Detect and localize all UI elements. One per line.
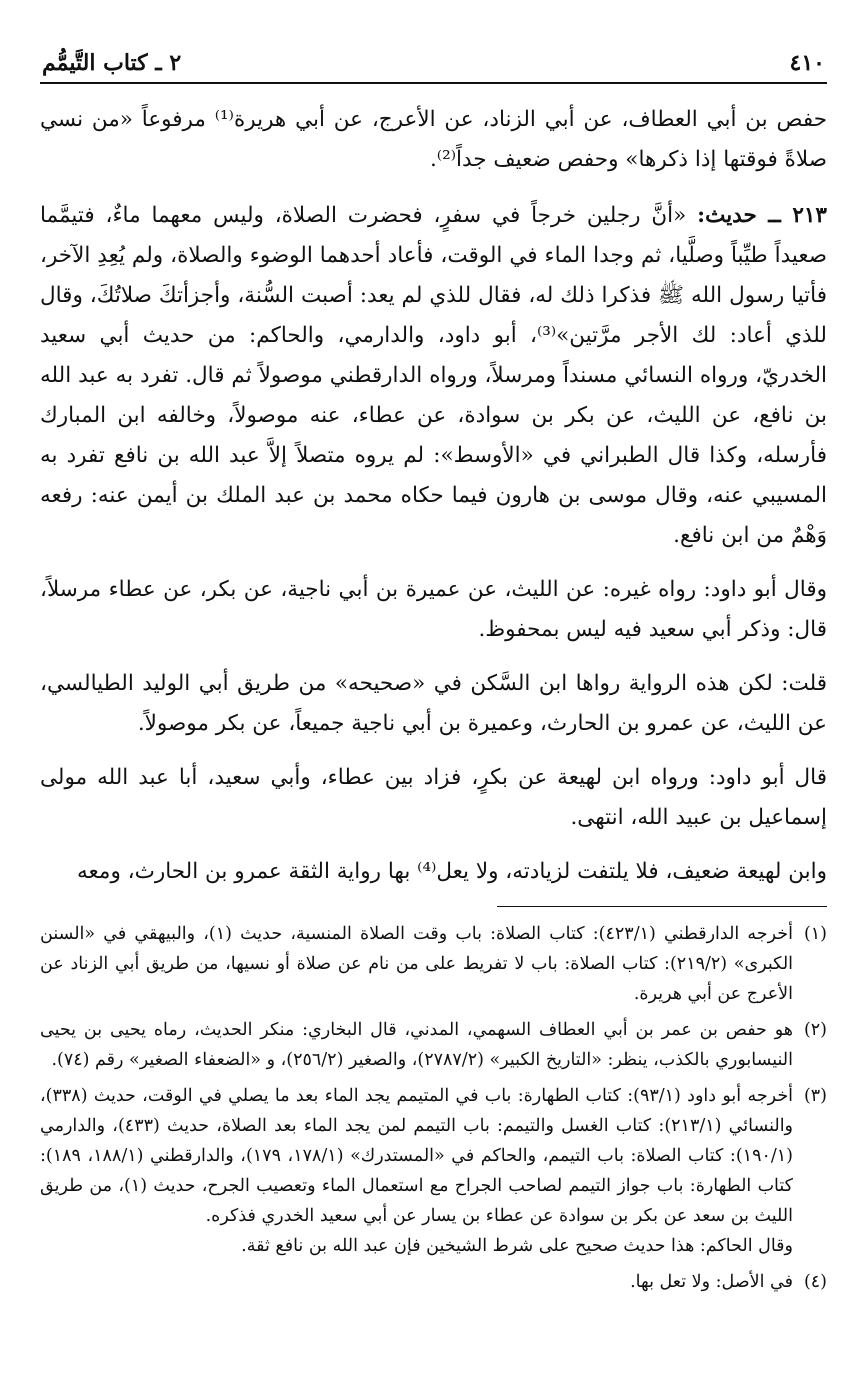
intro-paragraph: حفص بن أبي العطاف، عن أبي الزناد، عن الأعرج، عن أبي هريرة⁽¹⁾ مرفوعاً «من نسي صلاةً فوقتها إذا ذكرها» وحفص ضعيف جداً⁽²⁾. [40,107,827,172]
footnote [40,1267,827,1297]
footnote-body [40,1081,793,1261]
footnote [40,1081,827,1261]
footnote-rule [497,906,827,907]
hadith-text: «أنَّ رجلين خرجاً في سفرٍ، فحضرت الصلاة، وليس معهما ماءٌ، فتيمَّما صعيداً طيِّباً وصلَّيا، ثم وجدا الماء في الوقت، فأعاد أحدهما الوضوء والصلاة، ولم يُعِدِ الآخر، فأتيا رسول الله ﷺ فذكرا ذلك له، فقال للذي لم يعد: أصبت السُّنة، وأجزأتكَ صلاتُكَ، وقال للذي أعاد: لك الأجر مرَّتين»⁽³⁾، أبو داود، والدارمي، والحاكم: من حديث أبي سعيد الخدريّ، ورواه النسائي مسنداً ومرسلاً، ورواه الدارقطني موصولاً ثم قال. تفرد به عبد الله بن نافع، عن الليث، عن بكر بن سوادة، عن عطاء، عنه موصولاً، وخالفه ابن المبارك فأرسله، وكذا قال الطبراني في «الأوسط»: لم يروه متصلاً إلاَّ عبد الله بن نافع تفرد به المسيبي عنه، وقال موسى بن هارون فيما حكاه محمد بن عبد الملك بن أيمن عنه: رفعه وَهْمٌ من ابن نافع. [40,203,827,548]
hadith-number: ٢١٣ ــ حديث: [697,203,827,228]
footnote-text: أخرجه الدارقطني (٤٢٣/١): كتاب الصلاة: باب وقت الصلاة المنسية، حديث (١)، والبيهقي في «السنن الكبرى» (٢١٩/٢): كتاب الصلاة: باب لا تفريط على من نام عن صلاة أو نسيها، من طريق أبي الزناد عن الأعرج عن أبي هريرة. [40,924,794,1004]
chapter-title: ٢ ـ كتاب التَّيمُّم [42,50,182,76]
footnote-number: (١) [803,924,827,944]
footnote-extra: وقال الحاكم: هذا حديث صحيح على شرط الشيخين فإن عبد الله بن نافع ثقة. [241,1236,793,1256]
footnote-number: (٤) [803,1272,827,1292]
closing-paragraph: وابن لهيعة ضعيف، فلا يلتفت لزيادته، ولا يعل⁽⁴⁾ بها رواية الثقة عمرو بن الحارث، ومعه [77,859,827,884]
footnotes [40,919,827,1297]
footnote [40,1015,827,1075]
footnote-text: هو حفص بن عمر بن أبي العطاف السهمي، المدني، قال البخاري: منكر الحديث، رماه يحيى بن يحيى النيسابوري بالكذب، ينظر: «التاريخ الكبير» (٢٧٨٧/٢)، والصغير (٢٥٦/٢)، و «الضعفاء الصغير» رقم (٧٤). [40,1020,793,1070]
abu-dawud-paragraph-2: قال أبو داود: ورواه ابن لهيعة عن بكرٍ، فزاد بين عطاء، وأبي سعيد، أبا عبد الله مولى إسماعيل بن عبيد الله، انتهى. [40,765,827,830]
page-number: ٤١٠ [789,50,825,76]
footnote [40,919,827,1009]
footnote-text: في الأصل: ولا تعل بها. [630,1272,793,1292]
header-rule [40,82,827,84]
footnote-number: (٣) [803,1086,827,1106]
qultu-paragraph: قلت: لكن هذه الرواية رواها ابن السَّكن في «صحيحه» من طريق أبي الوليد الطيالسي، عن الليث، عن عمرو بن الحارث، وعميرة بن أبي ناجية جميعاً، عن بكر موصولاً. [40,671,827,736]
main-text [40,100,827,892]
footnote-number: (٢) [803,1020,827,1040]
footnote-text: أخرجه أبو داود (٩٣/١): كتاب الطهارة: باب في المتيمم يجد الماء بعد ما يصلي في الوقت، حديث (٣٣٨)، والنسائي (٢١٣/١): كتاب الغسل والتيمم: باب التيمم لمن يجد الماء بعد الصلاة، حديث (٤٣٣)، والدارمي (١٩٠/١): كتاب الصلاة: باب التيمم، والحاكم في «المستدرك» (١٧٨/١، ١٧٩)، والدارقطني (١٨٨/١، ١٨٩): كتاب الطهارة: باب جواز التيمم لصاحب الجراح مع استعمال الماء وتعصيب الجرح، حديث (١)، من طريق الليث بن سعد عن بكر بن سوادة عن عطاء بن يسار عن أبي سعيد الخدري فذكره. [40,1086,794,1226]
page-header [40,50,827,82]
hadith-paragraph [40,196,827,556]
abu-dawud-paragraph-1: وقال أبو داود: رواه غيره: عن الليث، عن عميرة بن أبي ناجية، عن بكر، عن عطاء مرسلاً، قال: وذكر أبي سعيد فيه ليس بمحفوظ. [40,577,827,642]
